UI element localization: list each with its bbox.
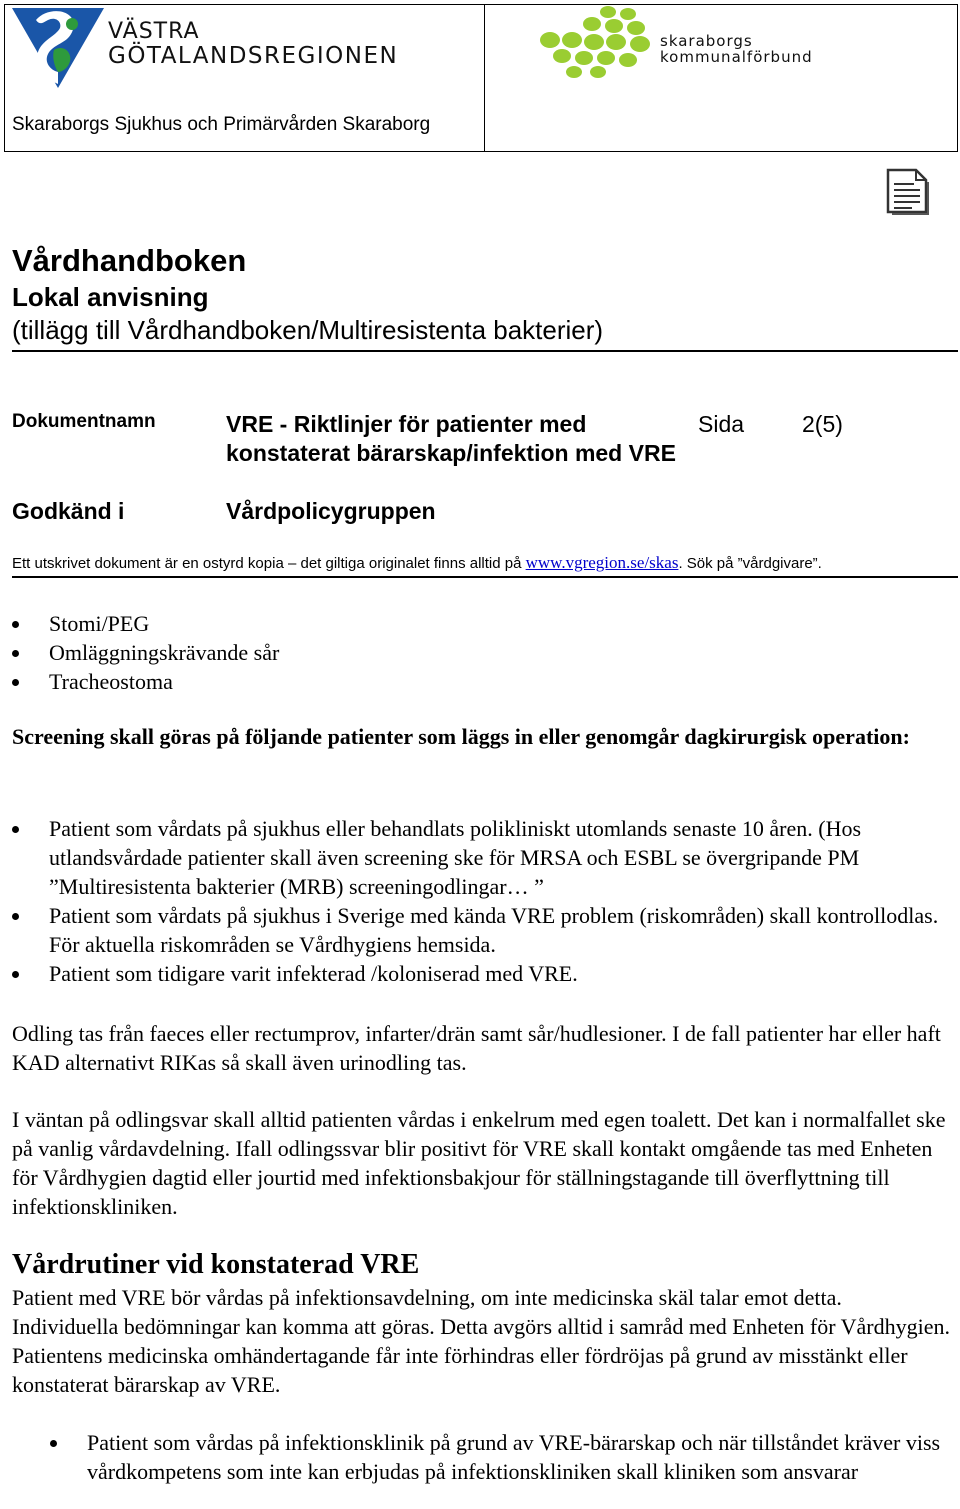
approved-value: Vårdpolicygruppen: [226, 498, 436, 524]
list-item: [12, 638, 279, 667]
page-number: 2(5): [802, 411, 843, 437]
list-item-text: Tracheostoma: [49, 669, 173, 694]
list-item: [12, 959, 952, 988]
paragraph-culture: Odling tas från faeces eller rectumprov, infarter/drän samt sår/hudlesioner. I de fall patienter har eller haft KAD alternativt RIKas så skall även urinodling tas.: [12, 1021, 941, 1075]
bullet-list-3: [50, 1428, 950, 1486]
page-title-note: (tillägg till Vårdhandboken/Multiresistenta bakterier): [12, 315, 604, 345]
bullet-icon: [12, 679, 19, 686]
vgr-name-line1: VÄSTRA: [108, 19, 200, 44]
vgr-name-line2: GÖTALANDSREGIONEN: [108, 43, 399, 69]
list-item-text: Patient som vårdats på sjukhus eller behandlats polikliniskt utomlands senaste 10 åren. (Hos utlandsvårdade patienter skall även screening ske för MRSA och ESBL se övergripande PM ”Multiresistenta bakterier (MRB) screeningodlingar… ”: [49, 816, 862, 899]
page-subtitle: Lokal anvisning: [12, 282, 209, 312]
list-item: [12, 609, 279, 638]
skas-logo: [536, 4, 660, 80]
screening-heading: Screening skall göras på följande patienter som läggs in eller genomgår dagkirurgisk operation:: [12, 724, 910, 749]
list-item-text: Omläggningskrävande sår: [49, 640, 280, 665]
list-item-text: Stomi/PEG: [49, 611, 150, 636]
document-icon: [884, 168, 930, 216]
skas-name-line2: kommunalförbund: [660, 48, 813, 66]
bullet-icon: [50, 1440, 57, 1447]
list-item-text: Patient som tidigare varit infekterad /koloniserad med VRE.: [49, 961, 578, 986]
bullet-list-2: [12, 814, 952, 988]
title-rule: [12, 350, 958, 352]
skas-name: [660, 33, 813, 65]
notice: [12, 553, 822, 573]
notice-text: Ett utskrivet dokument är en ostyrd kopia – det giltiga originalet finns alltid på: [12, 555, 526, 572]
list-item-text: Patient som vårdats på sjukhus i Sverige med kända VRE problem (riskområden) skall kontrollodlas. För aktuella riskområden se Vårdhygiens hemsida.: [49, 903, 939, 957]
bullet-icon: [12, 621, 19, 628]
paragraph-waiting: I väntan på odlingsvar skall alltid patienten vårdas i enkelrum med egen toalett. Det kan i normalfallet ske på vanlig vårdavdelning. Ifall odlingssvar blir positivt för VRE skall kontakt omgående tas med Enheten för Vårdhygien dagtid eller jourtid med infektionsbakjour för ställningstagande till överflyttning till infektionskliniken.: [12, 1107, 946, 1219]
notice-rule: [12, 576, 958, 578]
approved-label: Godkänd i: [12, 498, 125, 524]
docname-value: VRE - Riktlinjer för patienter med konstaterat bärarskap/infektion med VRE: [226, 411, 676, 466]
list-item: [12, 901, 952, 959]
section-heading: Vårdrutiner vid konstaterad VRE: [12, 1249, 420, 1280]
vgr-logo: [10, 6, 106, 90]
list-item: [12, 814, 952, 901]
bullet-icon: [12, 971, 19, 978]
list-item: [50, 1428, 950, 1486]
notice-text-after: . Sök på ”vårdgivare”.: [678, 555, 822, 572]
bullet-list-1: [12, 609, 279, 696]
vgr-name: [108, 20, 398, 68]
bullet-icon: [12, 650, 19, 657]
paragraph-care-routines: Patient med VRE bör vårdas på infektionsavdelning, om inte medicinska skäl talar emot detta. Individuella bedömningar kan komma att göras. Detta avgörs alltid i samråd med Enheten för Vårdhygien. Patientens medicinska omhändertagande får inte förhindras eller fördröjas på grund av misstänkt eller konstaterat bärarskap av VRE.: [12, 1285, 950, 1397]
list-item: [12, 667, 279, 696]
header-subtitle: Skaraborgs Sjukhus och Primärvården Skaraborg: [12, 114, 431, 135]
list-item-text: Patient som vårdas på infektionsklinik på grund av VRE-bärarskap och när tillståndet kräver viss vårdkompetens som inte kan erbjudas på infektionskliniken skall kliniken som ansvarar: [87, 1430, 941, 1484]
docname-label: Dokumentnamn: [12, 411, 156, 432]
notice-link[interactable]: www.vgregion.se/skas: [525, 553, 679, 572]
header-divider: [484, 4, 485, 152]
page-label: Sida: [698, 411, 745, 437]
bullet-icon: [12, 913, 19, 920]
page-title: Vårdhandboken: [12, 243, 247, 278]
skas-name-line1: skaraborgs: [660, 32, 753, 50]
bullet-icon: [12, 826, 19, 833]
